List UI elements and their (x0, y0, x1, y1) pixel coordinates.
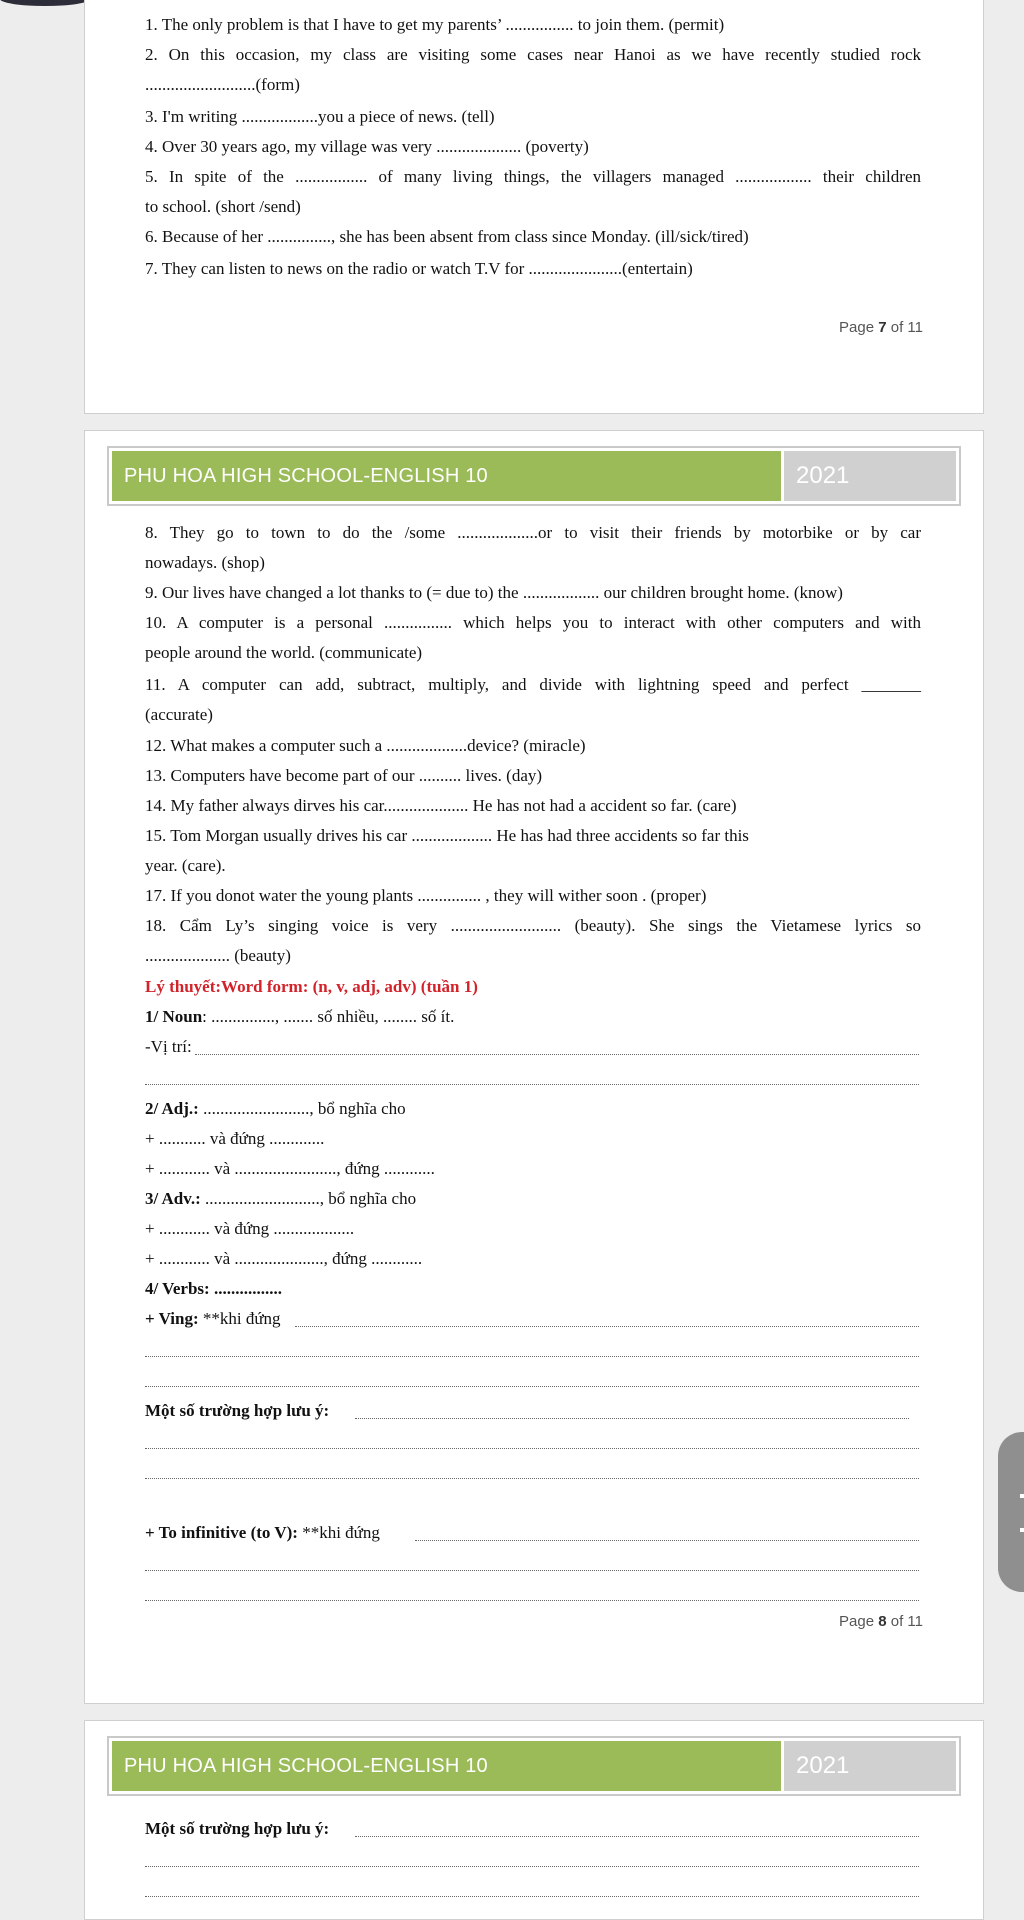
dotted-rule (195, 1053, 919, 1055)
page-8-header (107, 446, 961, 506)
question-10-cont: people around the world. (communicate) (145, 643, 423, 662)
question-10: 10. A computer is a personal ................ which helps you to interact with other computers and with (145, 613, 921, 632)
question-15: 15. Tom Morgan usually drives his car ................... He has had three accidents so far this (145, 826, 749, 845)
question-15-cont: year. (care). (145, 856, 226, 875)
question-6: 6. Because of her ..............., she has been absent from class since Monday. (ill/sick/tired) (145, 227, 749, 246)
dotted-rule (295, 1325, 919, 1327)
question-8-cont: nowadays. (shop) (145, 553, 265, 572)
to-infinitive-line: + To infinitive (to V): **khi đứng (145, 1523, 380, 1542)
dotted-rule (355, 1417, 909, 1419)
question-11-cont: (accurate) (145, 705, 213, 724)
question-3: 3. I'm writing ..................you a piece of news. (tell) (145, 107, 495, 126)
adj-rule-1: + ........... và đứng ............. (145, 1129, 325, 1148)
dotted-rule (145, 1895, 919, 1897)
special-cases-line: Một số trường hợp lưu ý: (145, 1819, 330, 1838)
dotted-rule (145, 1385, 919, 1387)
dotted-rule (145, 1447, 919, 1449)
noun-line: 1/ Noun: ..............., ....... số nhiều, ........ số ít. (145, 1007, 455, 1026)
question-5-cont: to school. (short /send) (145, 197, 301, 216)
dotted-rule (145, 1599, 919, 1601)
dotted-rule (145, 1083, 919, 1085)
question-7: 7. They can listen to news on the radio or watch T.V for ......................(entertain) (145, 259, 693, 278)
question-8: 8. They go to town to do the /some ...................or to visit their friends by motorbike or by car (145, 523, 921, 542)
theory-title: Lý thuyết:Word form: (n, v, adj, adv) (tuần 1) (145, 977, 478, 996)
position-line: -Vị trí: (145, 1037, 192, 1056)
side-scroll-handle[interactable] (998, 1432, 1024, 1592)
dotted-rule (145, 1355, 919, 1357)
page-8-number: Page 8 of 11 (839, 1613, 923, 1630)
page-9-header (107, 1736, 961, 1796)
year-label: 2021 (784, 1741, 956, 1791)
dotted-rule (415, 1539, 919, 1541)
question-17: 17. If you donot water the young plants ............... , they will wither soon . (proper) (145, 886, 707, 905)
ving-line: + Ving: **khi đứng (145, 1309, 281, 1328)
question-9: 9. Our lives have changed a lot thanks to (= due to) the .................. our children brought home. (know) (145, 583, 843, 602)
question-13: 13. Computers have become part of our .......... lives. (day) (145, 766, 543, 785)
adv-rule-1: + ............ và đứng ................... (145, 1219, 355, 1238)
question-18-cont: .................... (beauty) (145, 946, 291, 965)
question-2-cont: ..........................(form) (145, 75, 300, 94)
year-label: 2021 (784, 451, 956, 501)
dotted-rule (355, 1835, 919, 1837)
question-18: 18. Cẩm Ly’s singing voice is very .......................... (beauty). She sings the Vietamese lyrics so (145, 916, 921, 935)
adv-rule-2: + ............ và ....................., đứng ............ (145, 1249, 423, 1268)
page-7-number: Page 7 of 11 (839, 319, 923, 336)
question-1: 1. The only problem is that I have to get my parents’ ................ to join them. (permit) (145, 15, 725, 34)
special-cases-line: Một số trường hợp lưu ý: (145, 1401, 330, 1420)
page-8 (84, 430, 984, 1704)
adj-line: 2/ Adj.: ........................., bổ nghĩa cho (145, 1099, 406, 1118)
question-4: 4. Over 30 years ago, my village was very .................... (poverty) (145, 137, 589, 156)
question-2: 2. On this occasion, my class are visiting some cases near Hanoi as we have recently studied rock (145, 45, 921, 64)
question-5: 5. In spite of the ................. of many living things, the villagers managed .................. their children (145, 167, 921, 186)
page-9 (84, 1720, 984, 1920)
adj-rule-2: + ............ và ........................, đứng ............ (145, 1159, 435, 1178)
adv-line: 3/ Adv.: ..........................., bổ nghĩa cho (145, 1189, 417, 1208)
dotted-rule (145, 1865, 919, 1867)
question-12: 12. What makes a computer such a ...................device? (miracle) (145, 736, 586, 755)
school-title: PHU HOA HIGH SCHOOL-ENGLISH 10 (112, 451, 781, 501)
page-7 (84, 0, 984, 414)
question-11: 11. A computer can add, subtract, multiply, and divide with lightning speed and perfect _______ (145, 675, 921, 694)
dotted-rule (145, 1477, 919, 1479)
dotted-rule (145, 1569, 919, 1571)
school-title: PHU HOA HIGH SCHOOL-ENGLISH 10 (112, 1741, 781, 1791)
verbs-line: 4/ Verbs: ................ (145, 1279, 282, 1298)
question-14: 14. My father always dirves his car.................... He has not had a accident so far. (care) (145, 796, 737, 815)
dark-corner-shape (0, 0, 90, 6)
